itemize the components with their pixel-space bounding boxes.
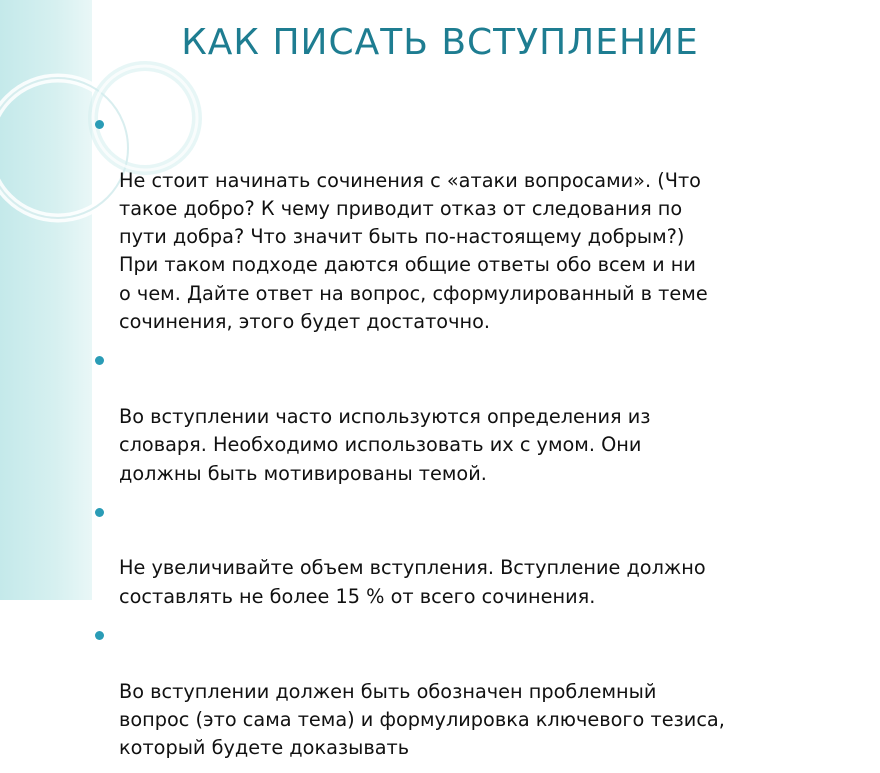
bullet-dot-icon <box>95 631 104 640</box>
bullet-text: Во вступлении должен быть обозначен проблемный вопрос (это сама тема) и формулировка ключевого тезиса, который будете доказывать <box>119 679 725 760</box>
bullet-item <box>94 110 794 336</box>
bullet-dot-icon <box>95 120 104 129</box>
slide-title: КАК ПИСАТЬ ВСТУПЛЕНИЕ <box>181 22 699 63</box>
bullet-item <box>94 346 794 487</box>
decorative-side-band <box>0 0 92 600</box>
bullet-list <box>94 110 794 773</box>
bullet-text: Не стоит начинать сочинения с «атаки вопросами». (Что такое добро? К чему приводит отказ от следования по пути добра? Что значит быть по-настоящему добрым?) При таком подходе даются общие ответы обо всем и ни о чем. Дайте ответ на вопрос, сформулированный в теме сочинения, этого будет достаточно. <box>119 168 708 334</box>
bullet-text: Во вступлении часто используются определения из словаря. Необходимо использовать их с умом. Они должны быть мотивированы темой. <box>119 404 651 485</box>
bullet-item <box>94 621 794 762</box>
bullet-dot-icon <box>95 356 104 365</box>
bullet-text: Не увеличивайте объем вступления. Вступление должно составлять не более 15 % от всего сочинения. <box>119 556 706 608</box>
bullet-item <box>94 498 794 611</box>
bullet-dot-icon <box>95 508 104 517</box>
